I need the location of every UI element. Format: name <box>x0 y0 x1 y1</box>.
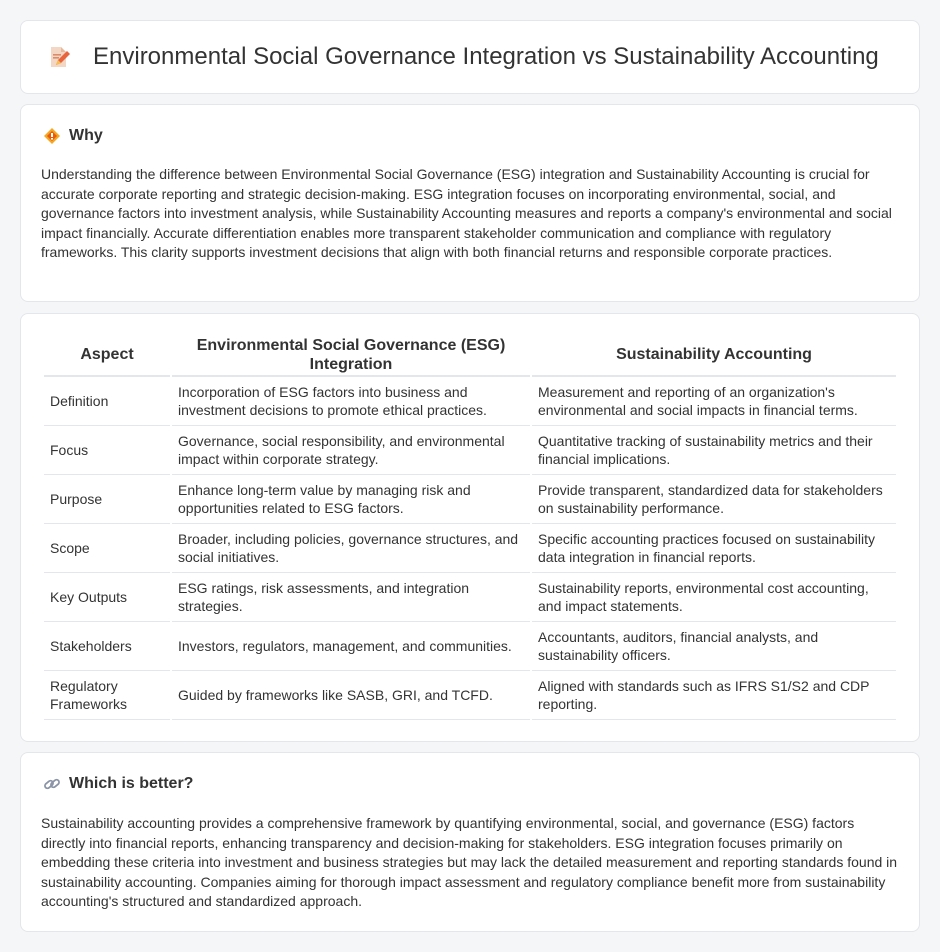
cell-esg: Broader, including policies, governance structures, and social initiatives. <box>172 524 530 573</box>
table-row <box>44 524 896 573</box>
cell-aspect: Stakeholders <box>44 622 170 671</box>
table-row <box>44 622 896 671</box>
table-row <box>44 573 896 622</box>
header-aspect: Aspect <box>44 334 170 377</box>
cell-sustainability: Sustainability reports, environmental cost accounting, and impact statements. <box>532 573 896 622</box>
cell-sustainability: Aligned with standards such as IFRS S1/S2 and CDP reporting. <box>532 671 896 720</box>
cell-esg: ESG ratings, risk assessments, and integration strategies. <box>172 573 530 622</box>
header-esg: Environmental Social Governance (ESG) Integration <box>172 334 530 377</box>
header-sustainability: Sustainability Accounting <box>532 334 896 377</box>
better-title: Which is better? <box>69 775 194 792</box>
cell-aspect: Focus <box>44 426 170 475</box>
comparison-section <box>20 313 920 742</box>
cell-aspect: Purpose <box>44 475 170 524</box>
comparison-table <box>42 334 898 720</box>
cell-esg: Incorporation of ESG factors into business and investment decisions to promote ethical practices. <box>172 377 530 426</box>
table-row <box>44 475 896 524</box>
cell-sustainability: Provide transparent, standardized data for stakeholders on sustainability performance. <box>532 475 896 524</box>
document-pencil-icon <box>47 45 71 69</box>
table-row <box>44 377 896 426</box>
cell-sustainability: Measurement and reporting of an organization's environmental and social impacts in financial terms. <box>532 377 896 426</box>
better-text: Sustainability accounting provides a comprehensive framework by quantifying environmental, social, and governance (ESG) factors directly into financial reports, enhancing transparency and decision-making for stakeholders. ESG integration focuses primarily on embedding these criteria into investment and business strategies but may lack the detailed measurement and reporting standards found in sustainability accounting. Companies aiming for thorough impact assessment and regulatory compliance benefit more from sustainability accounting's structured and standardized approach. <box>41 815 898 909</box>
page-title: Environmental Social Governance Integration vs Sustainability Accounting <box>93 43 879 70</box>
table-header-row <box>44 334 896 377</box>
cell-aspect: Key Outputs <box>44 573 170 622</box>
why-section <box>20 104 920 302</box>
cell-aspect: Definition <box>44 377 170 426</box>
cell-esg: Investors, regulators, management, and communities. <box>172 622 530 671</box>
diamond-sign-icon <box>43 127 61 145</box>
cell-aspect: Scope <box>44 524 170 573</box>
cell-sustainability: Accountants, auditors, financial analysts, and sustainability officers. <box>532 622 896 671</box>
header-card <box>20 20 920 94</box>
link-icon <box>43 775 61 793</box>
which-is-better-section <box>20 752 920 932</box>
why-text: Understanding the difference between Environmental Social Governance (ESG) integration and Sustainability Accounting is crucial for accurate corporate reporting and strategic decision-making. ESG integration focuses on incorporating environmental, social, and governance factors into investment analysis, while Sustainability Accounting measures and reports a company's environmental and social impact financially. Accurate differentiation enables more transparent stakeholder communication and compliance with regulatory frameworks. This clarity supports investment decisions that align with both financial returns and responsible corporate practices. <box>41 166 892 260</box>
table-row <box>44 671 896 720</box>
cell-esg: Guided by frameworks like SASB, GRI, and TCFD. <box>172 671 530 720</box>
cell-esg: Governance, social responsibility, and environmental impact within corporate strategy. <box>172 426 530 475</box>
cell-esg: Enhance long-term value by managing risk and opportunities related to ESG factors. <box>172 475 530 524</box>
cell-sustainability: Quantitative tracking of sustainability metrics and their financial implications. <box>532 426 896 475</box>
cell-sustainability: Specific accounting practices focused on sustainability data integration in financial reports. <box>532 524 896 573</box>
table-row <box>44 426 896 475</box>
cell-aspect: Regulatory Frameworks <box>44 671 170 720</box>
why-title: Why <box>69 127 103 144</box>
